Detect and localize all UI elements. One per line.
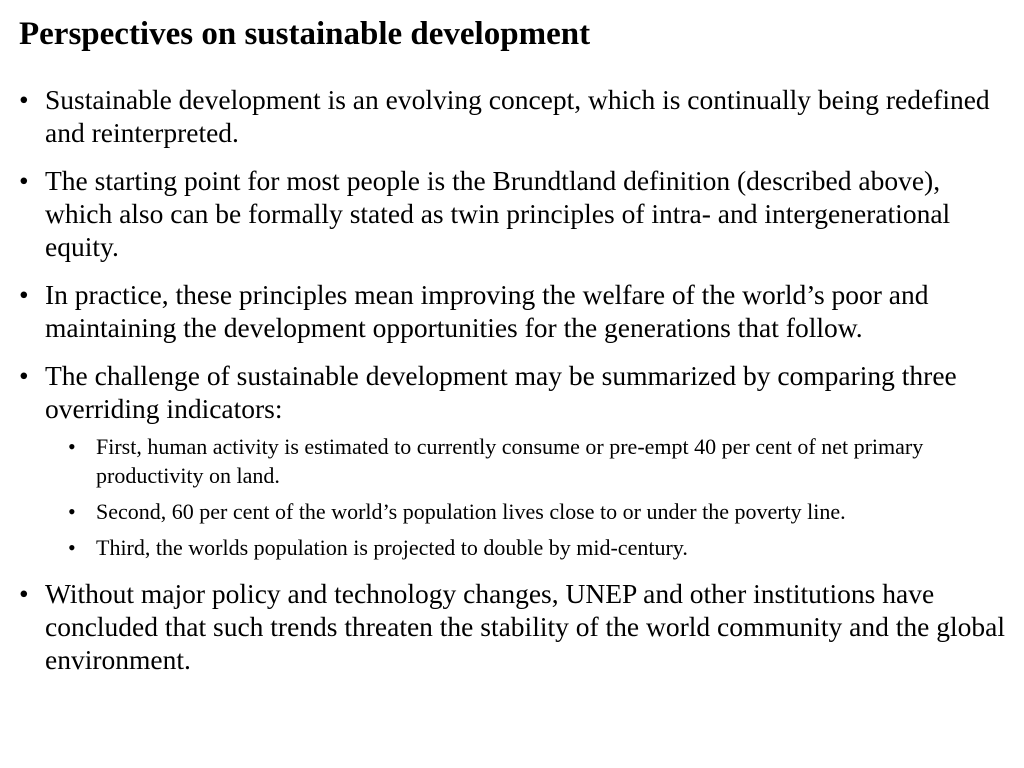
bullet-item: • In practice, these principles mean improving the welfare of the world’s poor and maintaining the development opportunities for the generations that follow. [0,278,1005,344]
sub-bullet-item: • First, human activity is estimated to currently consume or pre-empt 40 per cent of net primary productivity on land. [45,432,986,490]
sub-bullet-list [45,432,1005,562]
bullet-text: The challenge of sustainable development may be summarized by comparing three overriding indicators: [45,360,957,424]
bullet-item-with-subitems [0,359,1005,562]
bullet-item: • Without major policy and technology changes, UNEP and other institutions have concluded that such trends threaten the stability of the world community and the global environment. [0,577,1005,676]
bullet-list [0,83,1024,676]
bullet-item: • Sustainable development is an evolving concept, which is continually being redefined and reinterpreted. [0,83,1005,149]
sub-bullet-item: • Second, 60 per cent of the world’s population lives close to or under the poverty line. [45,497,986,526]
sub-bullet-item: • Third, the worlds population is projected to double by mid-century. [45,533,986,562]
slide-title: Perspectives on sustainable development [19,16,591,52]
bullet-item: • The starting point for most people is the Brundtland definition (described above), which also can be formally stated as twin principles of intra- and intergenerational equity. [0,164,1005,263]
